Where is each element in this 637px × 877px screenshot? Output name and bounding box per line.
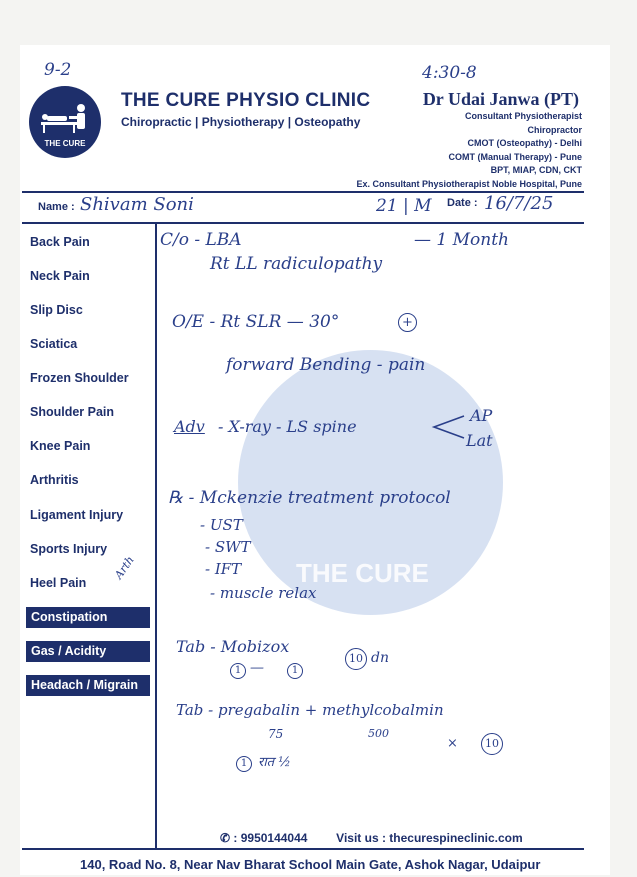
sidebar-item-sports-injury: Sports Injury — [30, 542, 108, 556]
medication-2-strength-b: 500 — [368, 727, 389, 740]
xray-bracket-icon — [430, 413, 466, 441]
sidebar-item-frozen-shoulder: Frozen Shoulder — [30, 371, 129, 385]
doctor-credentials — [356, 110, 582, 191]
phone-number: ✆ : 9950144044 — [220, 831, 308, 845]
sidebar-divider — [155, 224, 157, 848]
patient-age-sex: 21 | M — [376, 196, 432, 216]
complaint-duration: — 1 Month — [414, 230, 509, 250]
sidebar-item-slip-disc: Slip Disc — [30, 303, 83, 317]
credential-line: Ex. Consultant Physiotherapist Noble Hospital, Pune — [356, 178, 582, 189]
sidebar-item-arthritis: Arthritis — [30, 473, 79, 487]
credential-line: COMT (Manual Therapy) - Pune — [448, 151, 582, 162]
therapy-item: - muscle relax — [210, 584, 317, 602]
name-label: Name : — [38, 201, 75, 213]
therapy-item: - SWT — [205, 538, 251, 556]
examination-line: O/E - Rt SLR — 30° — [172, 312, 340, 332]
date-label: Date : — [447, 197, 478, 209]
therapy-item: - IFT — [205, 560, 242, 578]
diagnosis-line: Rt LL radiculopathy — [210, 254, 383, 274]
sidebar-item-knee-pain: Knee Pain — [30, 439, 91, 453]
clinic-logo — [29, 86, 101, 158]
medication-2-dose-note: रात ½ — [258, 755, 291, 770]
doctor-name: Dr Udai Janwa (PT) — [422, 89, 579, 109]
sidebar-item-gas-acidity: Gas / Acidity — [26, 641, 150, 662]
clinic-tagline: Chiropractic | Physiotherapy | Osteopathy — [121, 115, 361, 129]
logo-caption: THE CURE — [44, 139, 86, 148]
therapy-item: - UST — [200, 516, 243, 534]
sidebar-item-ligament-injury: Ligament Injury — [30, 508, 124, 522]
medication-1-dose-night: 1 — [287, 663, 303, 679]
medication-1: Tab - Mobizox — [176, 637, 290, 656]
advice-text: - X-ray - LS spine — [218, 417, 357, 436]
treatment-plan: ℞ - Mckenzie treatment protocol — [168, 488, 451, 508]
xray-view-lat: Lat — [466, 431, 493, 450]
patient-divider — [22, 222, 584, 224]
medication-1-days-unit: dn — [371, 650, 389, 666]
complaint-line: C/o - LBA — [160, 230, 242, 250]
medication-2-days: 10 — [481, 733, 503, 755]
medication-2-strength-a: 75 — [268, 727, 284, 741]
sidebar-item-shoulder-pain: Shoulder Pain — [30, 405, 115, 419]
sidebar-item-constipation: Constipation — [26, 607, 150, 628]
medication-2: Tab - pregabalin + methylcobalmin — [176, 701, 444, 719]
footer-contact — [220, 831, 523, 845]
margin-note: Arth — [112, 553, 137, 582]
visit-date: 16/7/25 — [484, 193, 554, 214]
xray-view-ap: AP — [470, 406, 493, 425]
advice-label: Adv — [174, 417, 205, 436]
medication-2-dose: 1 — [236, 756, 252, 772]
sidebar-item-sciatica: Sciatica — [30, 337, 78, 351]
sidebar-item-neck-pain: Neck Pain — [30, 269, 90, 283]
footer-divider — [22, 848, 584, 850]
positive-sign: + — [398, 313, 417, 332]
medication-1-days: 10 — [345, 648, 367, 670]
website-link: Visit us : thecurespineclinic.com — [336, 831, 523, 845]
time-note: 4:30-8 — [422, 63, 477, 83]
clinic-name: THE CURE PHYSIO CLINIC — [121, 90, 371, 111]
medication-1-dose-morning: 1 — [230, 663, 246, 679]
credential-line: BPT, MIAP, CDN, CKT — [490, 165, 582, 175]
medication-2-multiply: × — [447, 736, 458, 751]
credential-line: Consultant Physiotherapist — [464, 111, 582, 121]
credential-line: Chiropractor — [527, 124, 582, 135]
clinic-address: 140, Road No. 8, Near Nav Bharat School Main Gate, Ashok Nagar, Udaipur — [80, 857, 541, 872]
credential-line: CMOT (Osteopathy) - Delhi — [467, 138, 582, 148]
forward-bending-line: forward Bending - pain — [226, 355, 426, 375]
patient-name: Shivam Soni — [80, 194, 194, 215]
sidebar-item-heel-pain: Heel Pain — [30, 576, 87, 590]
watermark-text: THE CURE — [296, 558, 429, 588]
corner-note: 9-2 — [44, 60, 72, 80]
sidebar-item-headache-migraine: Headach / Migrain — [26, 675, 150, 696]
sidebar-item-back-pain: Back Pain — [30, 235, 90, 249]
